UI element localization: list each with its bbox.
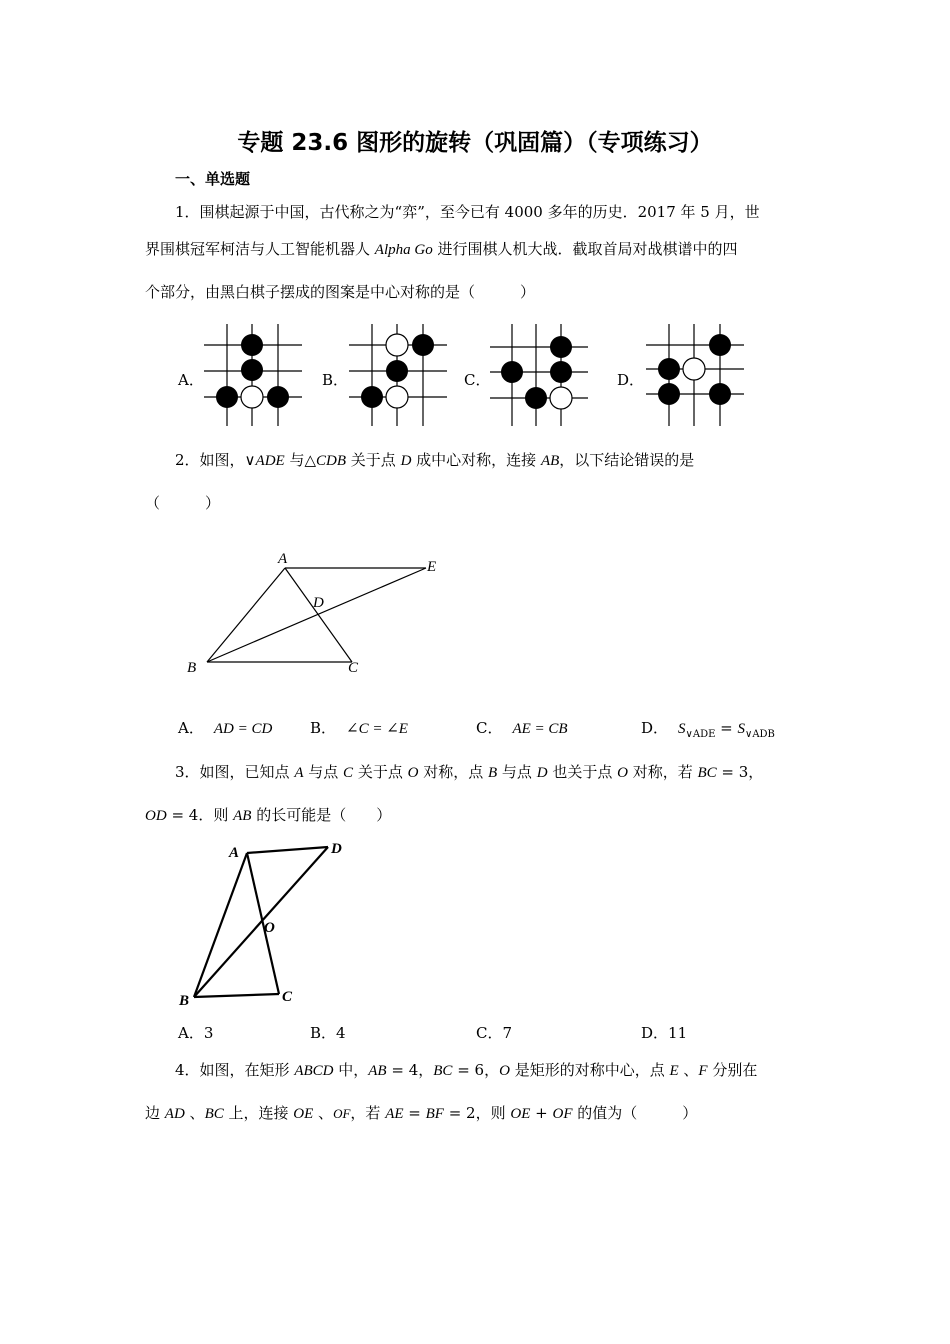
q2-option-b xyxy=(310,717,408,738)
q3-option-c: C．7 xyxy=(476,1024,513,1042)
q3-text: 与点 xyxy=(497,763,537,781)
white-stone xyxy=(386,334,408,356)
q2-label-b: B xyxy=(187,660,197,676)
q4-math: BC xyxy=(204,1106,224,1122)
q2-text: 与△ xyxy=(284,451,317,469)
black-stone xyxy=(709,383,731,405)
q4-text: + xyxy=(530,1104,553,1122)
q4-text: 边 xyxy=(145,1104,165,1122)
q4-text: 的值为（ ） xyxy=(572,1104,698,1122)
q2-option-c-label: C． xyxy=(476,719,503,737)
page-title: 专题 23.6 图形的旋转（巩固篇）（专项练习） xyxy=(237,130,713,156)
q4-math: F xyxy=(698,1063,708,1079)
q2-option-b-label: B． xyxy=(310,719,337,737)
q2-math: ADE xyxy=(255,453,285,469)
q4-text: ，若 xyxy=(350,1104,386,1122)
q3-text: 3．如图，已知点 xyxy=(175,763,295,781)
q3-math: A xyxy=(294,765,304,781)
q1-line1: 1．围棋起源于中国，古代称之为“弈”，至今已有 4000 多年的历史．2017 年 5 月，世 xyxy=(175,203,760,221)
q2-triangle-glyph: ∨ xyxy=(244,451,256,469)
go-board-c xyxy=(488,318,598,430)
q2-figure xyxy=(180,540,450,680)
q1-line2 xyxy=(145,238,737,259)
q4-math: AE xyxy=(385,1106,404,1122)
white-stone xyxy=(683,358,705,380)
black-stone xyxy=(658,383,680,405)
q3-math: BC xyxy=(697,765,717,781)
black-stone xyxy=(501,361,523,383)
q4-math: ABCD xyxy=(294,1063,334,1079)
q3-text: 也关于点 xyxy=(547,763,618,781)
q4-text: = 6， xyxy=(452,1061,500,1079)
q3-text: 的长可能是（ ） xyxy=(251,806,392,824)
q3-math: OD xyxy=(145,808,167,824)
q3-figure xyxy=(175,835,355,1010)
q2-option-a-text: AD = CD xyxy=(213,721,273,737)
black-stone xyxy=(361,386,383,408)
q4-math: OE xyxy=(293,1106,314,1122)
q2-option-d-s1: S xyxy=(678,721,686,737)
black-stone xyxy=(267,386,289,408)
q2-math: D xyxy=(400,453,412,469)
q2-option-a xyxy=(178,717,272,738)
q3-label-a: A xyxy=(229,845,240,861)
q2-option-b-text: ∠C = ∠E xyxy=(346,721,408,737)
q4-text: = 4， xyxy=(386,1061,434,1079)
q3-text: = 4．则 xyxy=(166,806,234,824)
q4-text: = 2，则 xyxy=(443,1104,511,1122)
q2-math: CDB xyxy=(316,453,347,469)
white-stone xyxy=(550,387,572,409)
q4-text: 、 xyxy=(184,1104,205,1122)
q4-text: 4．如图，在矩形 xyxy=(175,1061,295,1079)
q3-math: B xyxy=(487,765,498,781)
q2-text: 2．如图， xyxy=(175,451,245,469)
go-board-d xyxy=(642,318,752,430)
q3-math: D xyxy=(536,765,548,781)
q4-text: 、 xyxy=(313,1104,334,1122)
go-board-a xyxy=(200,318,310,430)
q3-label-d: D xyxy=(331,841,342,857)
black-stone xyxy=(412,334,434,356)
q2-text: 成中心对称，连接 xyxy=(411,451,541,469)
q3-math: O xyxy=(617,765,628,781)
q4-math: BC xyxy=(433,1063,453,1079)
q2-option-c-text: AE = CB xyxy=(512,721,568,737)
q1-line3: 个部分，由黑白棋子摆成的图案是中心对称的是（ ） xyxy=(145,283,536,301)
q3-math: C xyxy=(343,765,354,781)
q3-label-b: B xyxy=(179,993,190,1009)
q4-math: E xyxy=(669,1063,679,1079)
q4-math: O xyxy=(499,1063,510,1079)
q3-text: = 3， xyxy=(716,763,764,781)
black-stone xyxy=(241,334,263,356)
q3-math: O xyxy=(407,765,419,781)
white-stone xyxy=(241,386,263,408)
q4-text: 是矩形的对称中心，点 xyxy=(509,1061,670,1079)
go-board-b xyxy=(345,318,455,430)
q1-option-c-label: C． xyxy=(464,371,491,389)
q3-text: 对称，点 xyxy=(418,763,488,781)
q3-label-o: O xyxy=(264,920,275,936)
q2-option-d xyxy=(641,717,775,738)
q3-math: AB xyxy=(233,808,252,824)
q3-option-b: B．4 xyxy=(310,1024,346,1042)
q1-alphago: Alpha Go xyxy=(374,242,433,258)
q4-math: AB xyxy=(368,1063,387,1079)
q2-option-d-label: D． xyxy=(641,719,669,737)
q4-math: BF xyxy=(425,1106,444,1122)
black-stone xyxy=(386,360,408,382)
q2-option-d-sub2: ∨ADB xyxy=(745,729,775,740)
q3-label-c: C xyxy=(282,989,293,1005)
q4-math: OE xyxy=(510,1106,531,1122)
black-stone xyxy=(709,334,731,356)
black-stone xyxy=(550,361,572,383)
q4-line1 xyxy=(175,1059,757,1080)
q4-text: 分别在 xyxy=(707,1061,758,1079)
q3-option-a: A．3 xyxy=(178,1024,214,1042)
q2-line2: （ ） xyxy=(145,494,221,512)
black-stone xyxy=(658,358,680,380)
q2-label-a: A xyxy=(278,551,288,567)
q4-math: AD xyxy=(164,1106,185,1122)
q3-line1 xyxy=(175,761,763,782)
q4-text: = xyxy=(403,1104,426,1122)
q3-text: 对称，若 xyxy=(627,763,698,781)
black-stone xyxy=(241,359,263,381)
q2-line1 xyxy=(175,449,694,470)
q3-text: 关于点 xyxy=(353,763,408,781)
q2-math: AB xyxy=(540,453,560,469)
q2-option-c xyxy=(476,717,568,738)
q4-math: OF xyxy=(552,1106,573,1122)
q2-label-c: C xyxy=(348,660,359,676)
black-stone xyxy=(525,387,547,409)
q2-option-d-eq: = xyxy=(715,719,738,737)
q1-option-d-label: D． xyxy=(617,371,645,389)
black-stone xyxy=(550,336,572,358)
q4-text: 、 xyxy=(678,1061,699,1079)
q2-text: ，以下结论错误的是 xyxy=(559,451,695,469)
q2-option-a-label: A． xyxy=(178,719,204,737)
q3-text: 与点 xyxy=(303,763,344,781)
q3-line2 xyxy=(145,804,391,825)
q2-option-d-s2: S xyxy=(737,721,745,737)
q4-line2 xyxy=(145,1102,697,1123)
q2-text: 关于点 xyxy=(346,451,401,469)
q4-text: 上，连接 xyxy=(223,1104,294,1122)
q1-option-b-label: B． xyxy=(322,371,349,389)
white-stone xyxy=(386,386,408,408)
black-stone xyxy=(216,386,238,408)
q1-text: 进行围棋人机大战．截取首局对战棋谱中的四 xyxy=(432,240,738,258)
q1-option-a-label: A． xyxy=(178,371,204,389)
section-heading: 一、单选题 xyxy=(175,170,251,188)
q4-math: OF xyxy=(333,1106,351,1121)
q1-text: 界围棋冠军柯洁与人工智能机器人 xyxy=(145,240,375,258)
q4-text: 中， xyxy=(333,1061,369,1079)
q2-option-d-sub1: ∨ADE xyxy=(685,729,716,740)
q2-label-e: E xyxy=(427,559,437,575)
q2-label-d: D xyxy=(313,595,324,611)
q3-option-d: D．11 xyxy=(641,1024,688,1042)
